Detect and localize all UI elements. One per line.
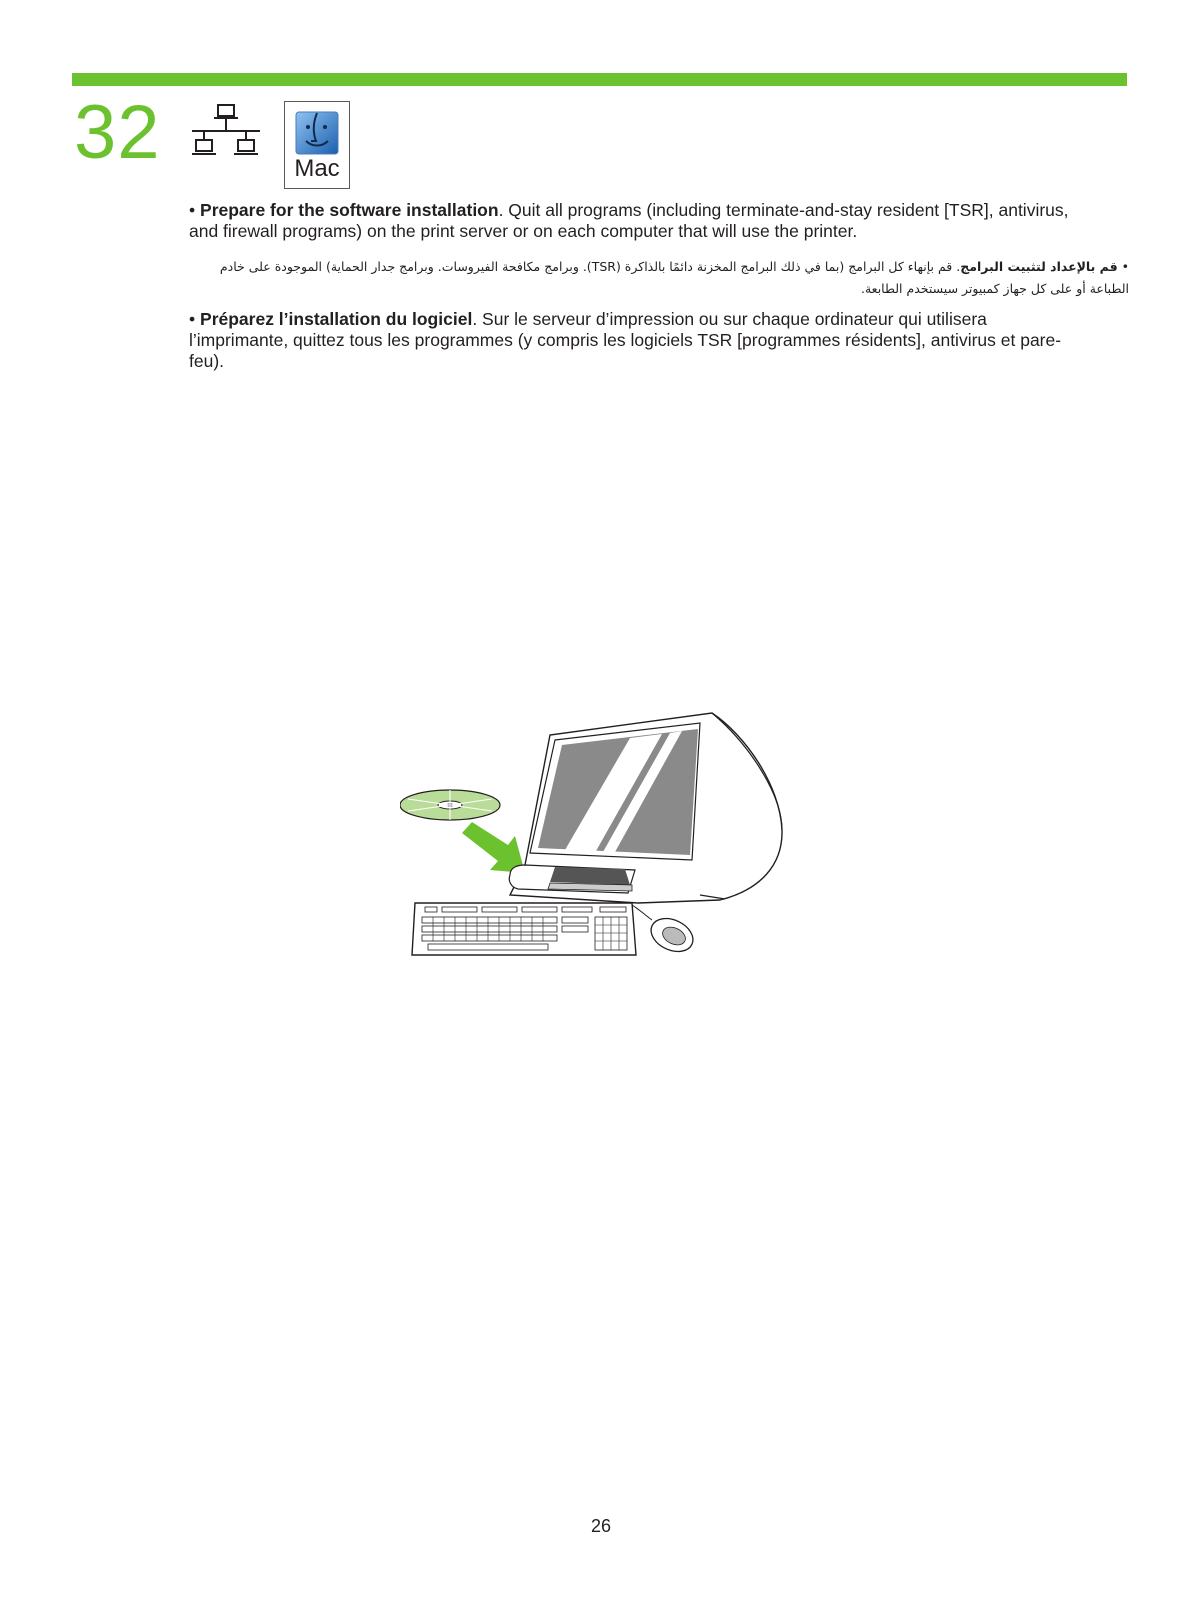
mac-os-badge [284,101,350,189]
step-number: 32 [74,90,161,175]
imac-computer-icon [509,713,782,903]
arabic-instruction-text: . قم بإنهاء كل البرامج (بما في ذلك البرامج المخزنة دائمًا بالذاكرة (TSR). وبرامج مكافحة الفيروسات. وبرامج جدار الحماية) الموجودة على خادم الطباعة أو على كل جهاز كمبيوتر سيستخدم الطابعة. [219,259,1129,296]
bullet: • [1121,259,1129,274]
english-instruction [189,200,1089,242]
network-icon [190,103,262,165]
french-instruction-text: . Sur le serveur d’impression ou sur chaque ordinateur qui utilisera l’imprimante, quittez tous les programmes (y compris les logiciels TSR [programmes résidents], antivirus et pare-feu). [189,309,1062,371]
header-accent-bar [72,73,1127,86]
keyboard-icon [412,903,636,955]
mouse-icon [632,905,698,958]
cd-disc-icon [400,790,500,820]
bullet: • [189,200,196,220]
french-instruction [189,309,1089,372]
mac-label: Mac [294,155,340,182]
bullet: • [189,309,196,329]
mac-finder-icon [295,111,339,155]
french-instruction-heading: Préparez l’installation du logiciel [200,309,473,329]
green-arrow-icon [462,822,525,873]
arabic-instruction [189,256,1129,300]
page-number: 26 [590,1516,612,1536]
english-instruction-text: . Quit all programs (including terminate-and-stay resident [TSR], antivirus, and firewall programs) on the print server or on each computer that will use the printer. [189,200,1069,241]
arabic-instruction-heading: قم بالإعداد لتثبيت البرامج [960,259,1118,274]
english-instruction-heading: Prepare for the software installation [200,200,499,220]
software-installation-illustration [400,705,800,975]
